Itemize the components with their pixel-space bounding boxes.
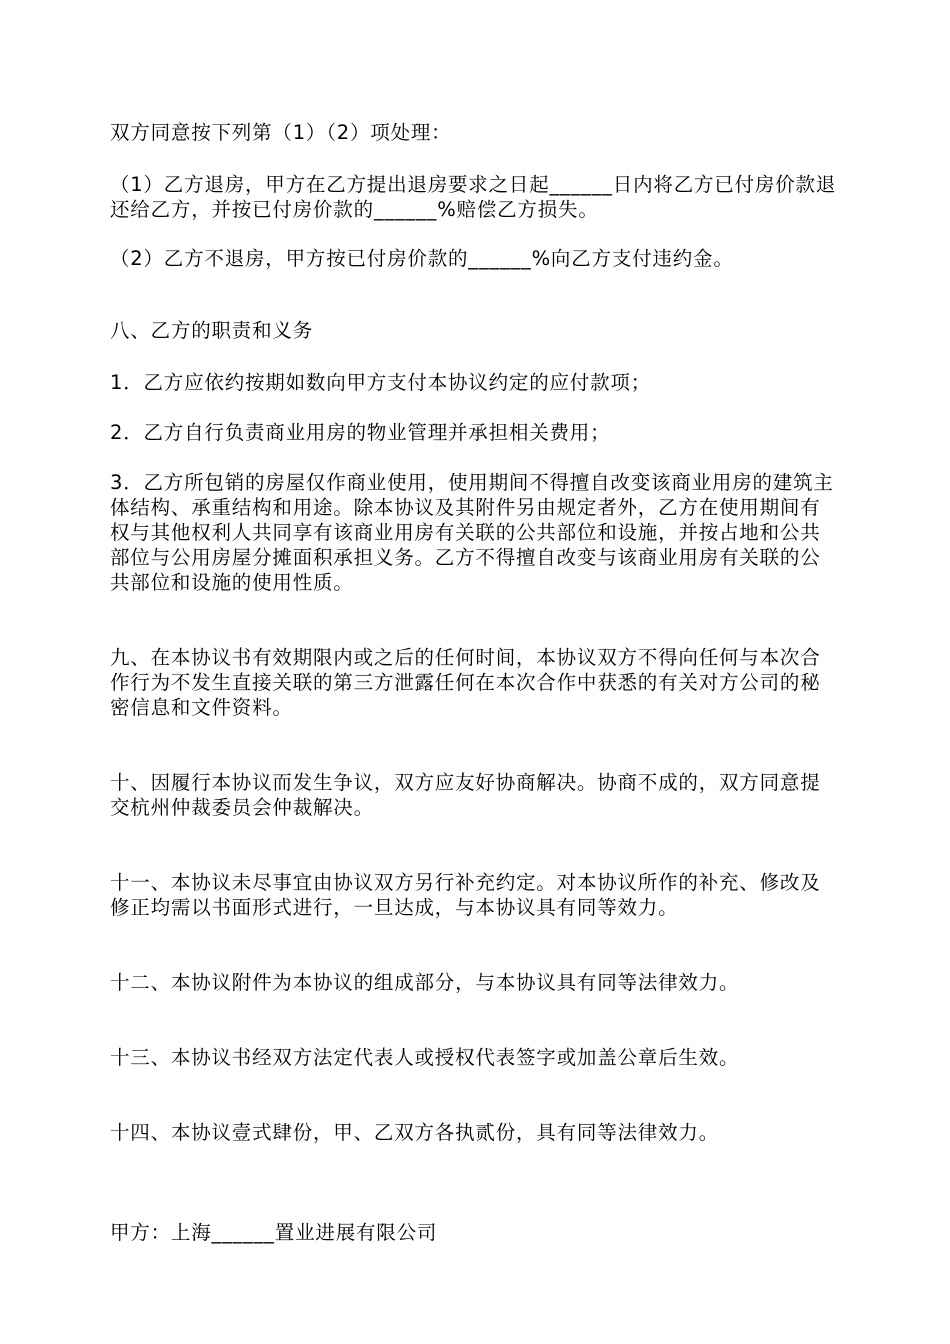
section-13-effective: 十三、本协议书经双方法定代表人或授权代表签字或加盖公章后生效。	[110, 1046, 740, 1069]
paragraph-duty-2: 2．乙方自行负责商业用房的物业管理并承担相关费用；	[110, 421, 611, 444]
paragraph-duty-3: 3．乙方所包销的房屋仅作商业使用，使用期间不得擅自改变该商业用房的建筑主体结构、承重结构和用途。除本协议及其附件另由规定者外，乙方在使用期间有权与其他权利人共同享有该商业用房有关联的公共部位和设施，并按占地和公共部位与公用房屋分摊面积承担义务。乙方不得擅自改变与该商业用房有关联的公共部位和设施的使用性质。	[110, 471, 834, 594]
section-11-supplement: 十一、本协议未尽事宜由协议双方另行补充约定。对本协议所作的补充、修改及修正均需以书面形式进行，一旦达成，与本协议具有同等效力。	[110, 871, 821, 919]
paragraph-option-2-penalty: （2）乙方不退房，甲方按已付房价款的______%向乙方支付违约金。	[110, 247, 734, 270]
section-14-copies: 十四、本协议壹式肆份，甲、乙双方各执贰份，具有同等法律效力。	[110, 1121, 720, 1144]
party-a-signature-line: 甲方：上海______置业进展有限公司	[110, 1221, 438, 1244]
paragraph-option-1-refund: （1）乙方退房，甲方在乙方提出退房要求之日起______日内将乙方已付房价款退还给乙方，并按已付房价款的______%赔偿乙方损失。	[110, 173, 837, 221]
section-heading-8: 八、乙方的职责和义务	[110, 319, 314, 342]
section-10-dispute: 十、因履行本协议而发生争议，双方应友好协商解决。协商不成的，双方同意提交杭州仲裁委员会仲裁解决。	[110, 771, 821, 819]
paragraph-handling-options: 双方同意按下列第（1）（2）项处理：	[110, 121, 452, 144]
section-12-attachments: 十二、本协议附件为本协议的组成部分，与本协议具有同等法律效力。	[110, 971, 740, 994]
section-9-confidentiality: 九、在本协议书有效期限内或之后的任何时间，本协议双方不得向任何与本次合作行为不发生直接关联的第三方泄露任何在本次合作中获悉的有关对方公司的秘密信息和文件资料。	[110, 646, 821, 719]
paragraph-duty-1: 1．乙方应依约按期如数向甲方支付本协议约定的应付款项；	[110, 371, 652, 394]
